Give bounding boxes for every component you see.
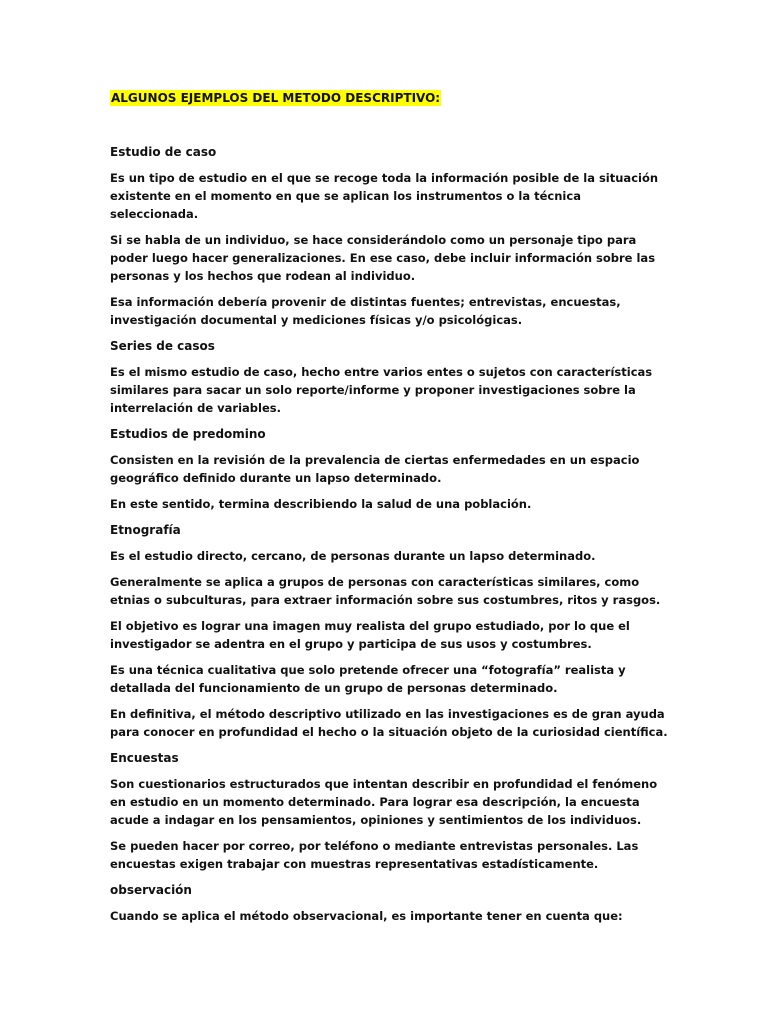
section-title: Estudios de predomino [110,427,266,441]
paragraph: Es un tipo de estudio en el que se recoge toda la información posible de la situación existente en el momento en que se aplican los instrumentos o la técnica seleccionada. [110,171,659,221]
paragraph: Es el mismo estudio de caso, hecho entre varios entes o sujetos con características similares para sacar un solo reporte/informe y proponer investigaciones sobre la interrelación de variables. [110,365,653,415]
spacer [110,106,668,143]
section-observacion [110,881,668,925]
section-series-de-casos [110,337,668,417]
paragraph: En este sentido, termina describiendo la salud de una población. [110,497,532,511]
section-title: Encuestas [110,751,179,765]
paragraph: Se pueden hacer por correo, por teléfono o mediante entrevistas personales. Las encuestas exigen trabajar con muestras representativas estadísticamente. [110,839,639,871]
section-title: observación [110,883,192,897]
section-title: Etnografía [110,523,181,537]
paragraph: Generalmente se aplica a grupos de personas con características similares, como etnias o subculturas, para extraer información sobre sus costumbres, ritos y rasgos. [110,575,661,607]
section-etnografia [110,521,668,741]
section-estudio-de-caso [110,143,668,329]
paragraph: En definitiva, el método descriptivo utilizado en las investigaciones es de gran ayuda para conocer en profundidad el hecho o la situación objeto de la curiosidad científica. [110,707,668,739]
section-title: Series de casos [110,339,215,353]
paragraph: Consisten en la revisión de la prevalencia de ciertas enfermedades en un espacio geográfico definido durante un lapso determinado. [110,453,640,485]
paragraph: Es una técnica cualitativa que solo pretende ofrecer una “fotografía” realista y detallada del funcionamiento de un grupo de personas determinado. [110,663,626,695]
section-estudios-de-predomino [110,425,668,513]
paragraph: Es el estudio directo, cercano, de personas durante un lapso determinado. [110,549,596,563]
section-title: Estudio de caso [110,145,217,159]
main-heading: ALGUNOS EJEMPLOS DEL METODO DESCRIPTIVO: [111,91,441,105]
paragraph: Esa información debería provenir de distintas fuentes; entrevistas, encuestas, investigación documental y mediciones físicas y/o psicológicas. [110,295,621,327]
paragraph: Cuando se aplica el método observacional, es importante tener en cuenta que: [110,909,623,923]
paragraph: Si se habla de un individuo, se hace considerándolo como un personaje tipo para poder luego hacer generalizaciones. En ese caso, debe incluir información sobre las personas y los hechos que rodean al individuo. [110,233,656,283]
paragraph: El objetivo es lograr una imagen muy realista del grupo estudiado, por lo que el investigador se adentra en el grupo y participa de sus usos y costumbres. [110,619,630,651]
paragraph: Son cuestionarios estructurados que intentan describir en profundidad el fenómeno en estudio en un momento determinado. Para lograr esa descripción, la encuesta acude a indagar en los pensamientos, opiniones y sentimientos de los individuos. [110,777,658,827]
section-encuestas [110,749,668,873]
